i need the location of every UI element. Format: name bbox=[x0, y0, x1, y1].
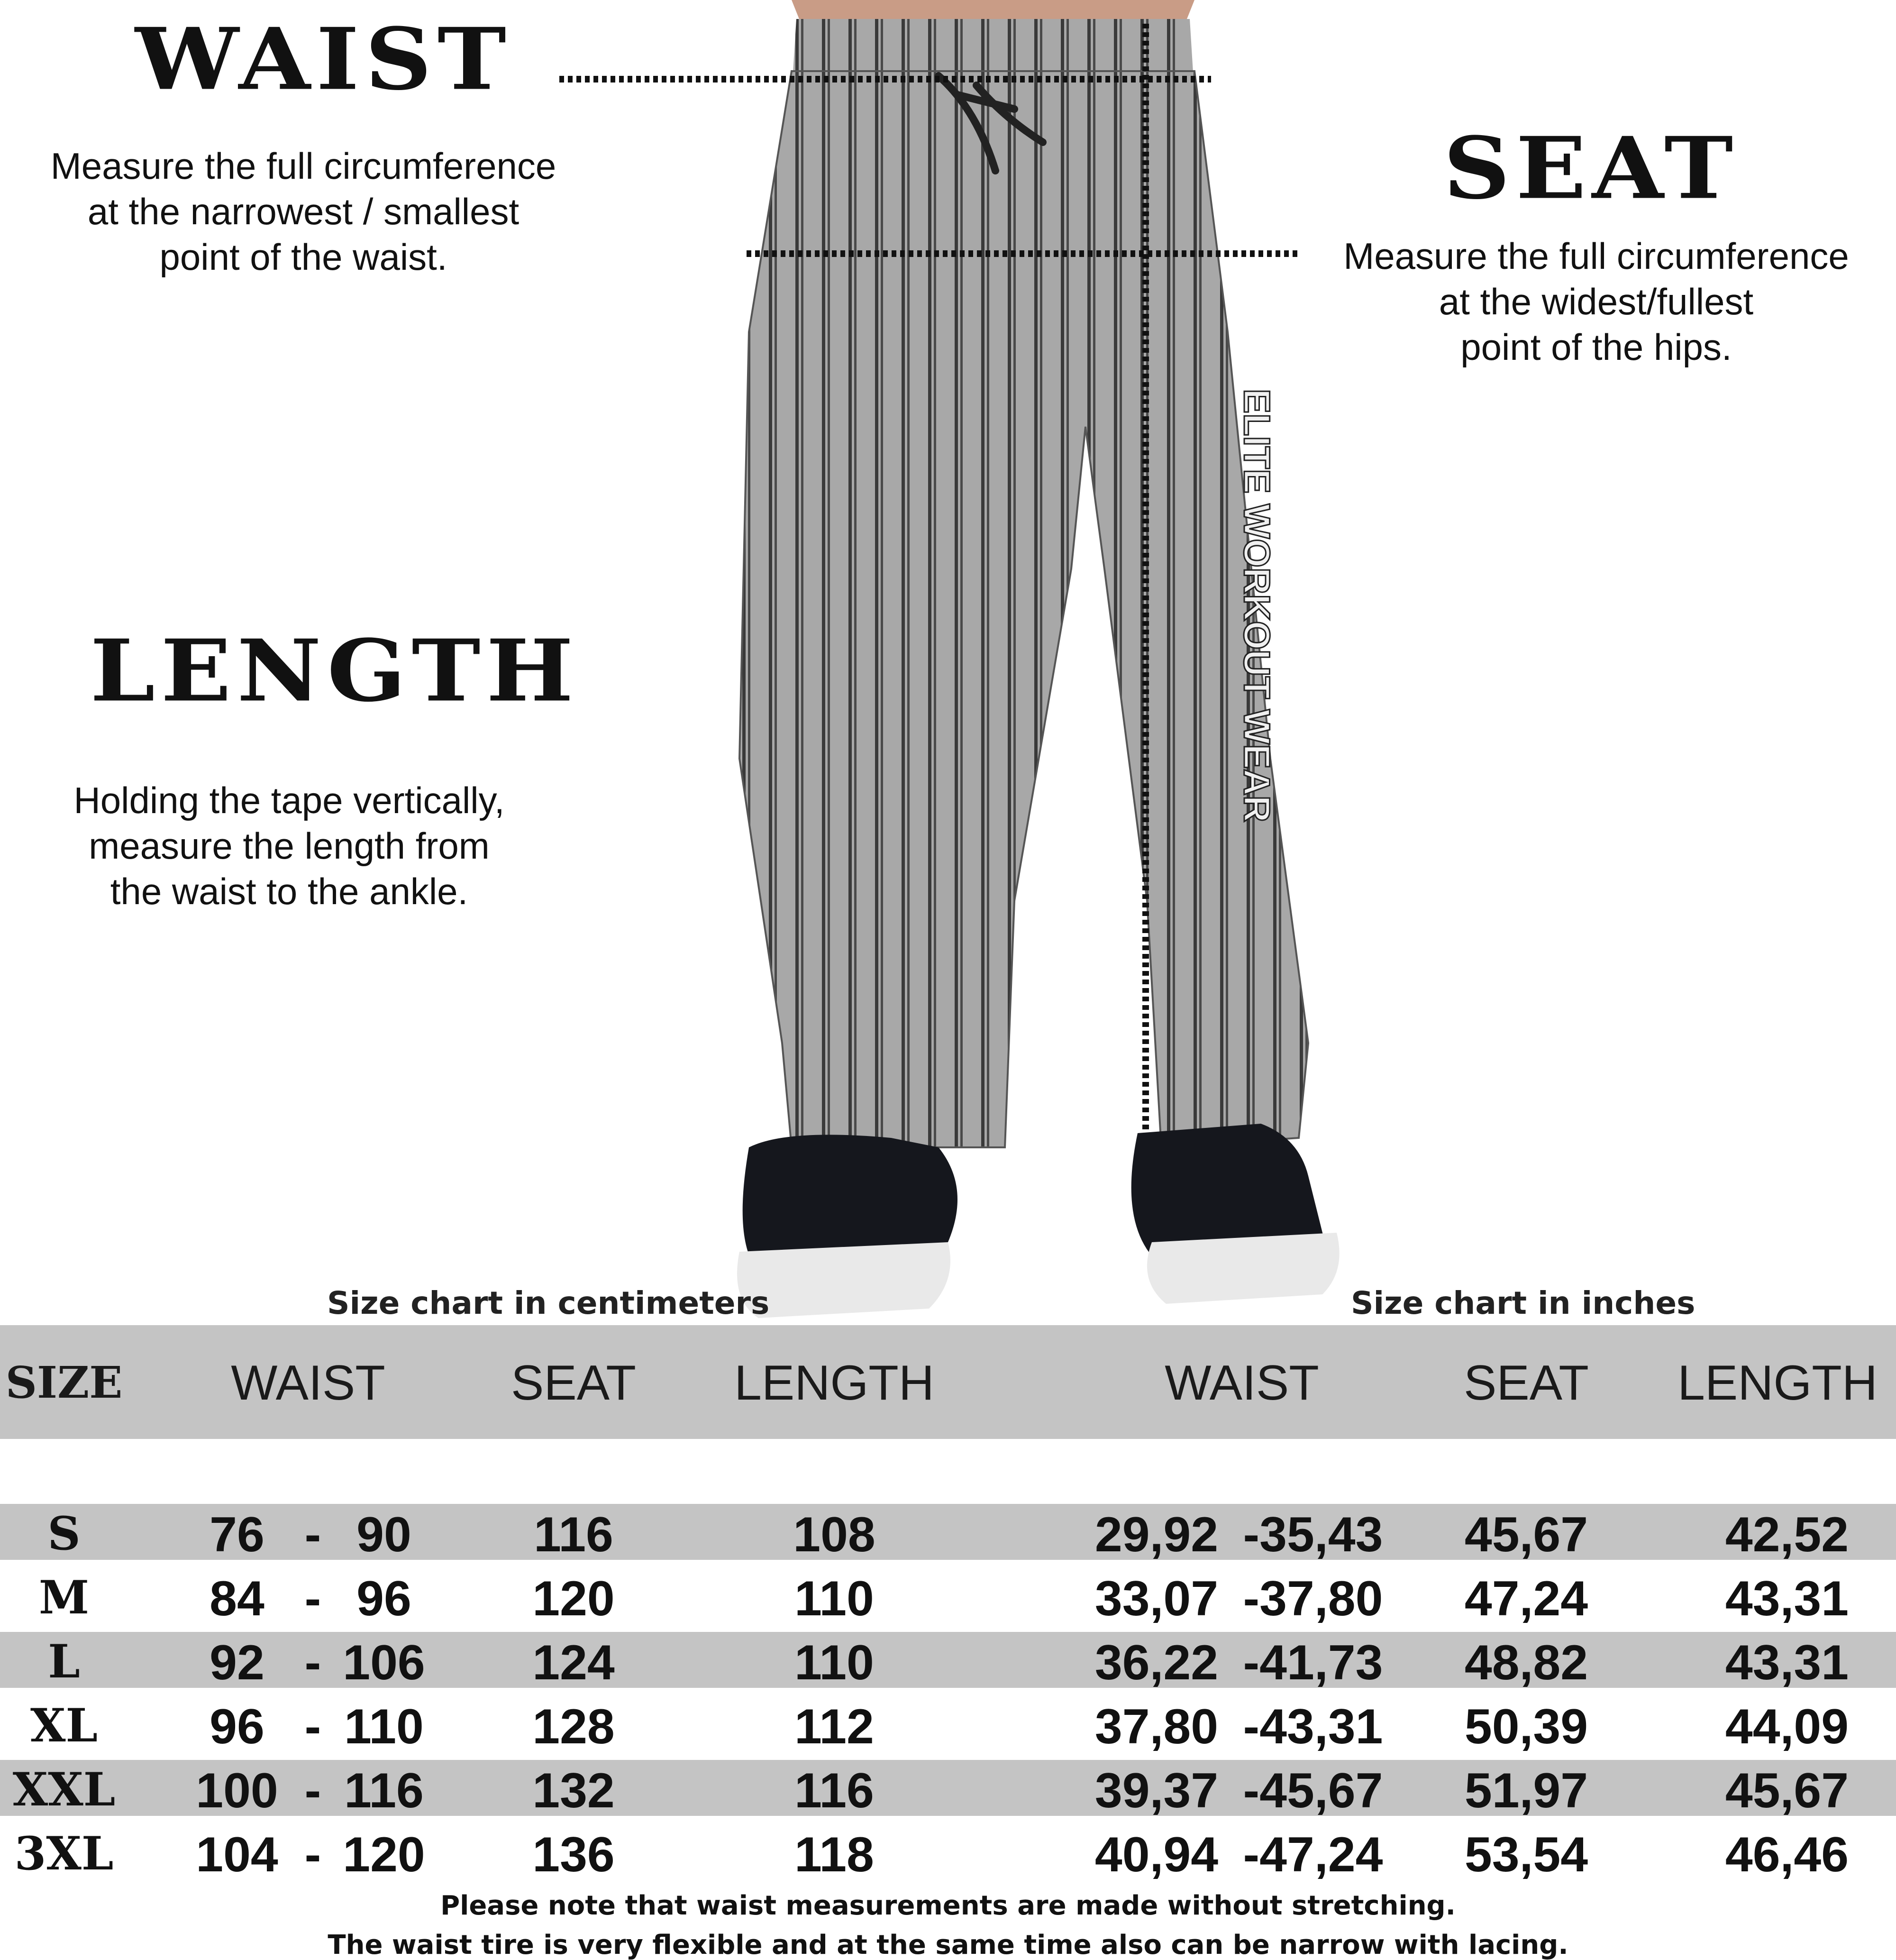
caption-inches: Size chart in inches bbox=[1351, 1285, 1695, 1321]
cm-seat: 120 bbox=[532, 1571, 615, 1626]
cm-waist-max: 106 bbox=[343, 1635, 425, 1690]
cm-seat: 136 bbox=[532, 1827, 615, 1882]
in-waist-max: -45,67 bbox=[1243, 1763, 1383, 1818]
in-length: 46,46 bbox=[1725, 1827, 1849, 1882]
waist-desc-line-1: Measure the full circumference bbox=[50, 145, 556, 187]
in-seat: 48,82 bbox=[1464, 1635, 1588, 1690]
in-length: 45,67 bbox=[1725, 1763, 1849, 1818]
length-measure-line bbox=[1142, 24, 1149, 1133]
side-print-text: ELITE WORKOUT WEAR bbox=[1236, 389, 1278, 823]
in-waist-min: 39,37 bbox=[1094, 1763, 1219, 1818]
seat-measure-line bbox=[747, 250, 1299, 257]
in-waist-min: 37,80 bbox=[1094, 1699, 1219, 1754]
side-print bbox=[1236, 389, 1278, 822]
cm-length: 108 bbox=[793, 1507, 875, 1562]
waist-title: WAIST bbox=[135, 9, 512, 109]
waist-measure-line bbox=[559, 76, 1211, 82]
cm-waist-max: 96 bbox=[356, 1571, 411, 1626]
header-cm-seat: SEAT bbox=[511, 1356, 636, 1410]
seat-title: SEAT bbox=[1443, 118, 1739, 218]
seat-description bbox=[1296, 233, 1896, 370]
in-waist-max: -41,73 bbox=[1243, 1635, 1383, 1690]
cm-seat: 124 bbox=[532, 1635, 615, 1690]
cm-waist-dash: - bbox=[304, 1827, 321, 1882]
in-waist-min: 40,94 bbox=[1094, 1827, 1219, 1882]
cm-length: 110 bbox=[794, 1571, 874, 1626]
in-seat: 51,97 bbox=[1464, 1763, 1588, 1818]
in-seat: 50,39 bbox=[1464, 1699, 1588, 1754]
cm-seat: 128 bbox=[532, 1699, 615, 1754]
cm-seat: 116 bbox=[534, 1507, 613, 1562]
seat-desc-line-3: point of the hips. bbox=[1460, 326, 1732, 368]
footnote-1: Please note that waist measurements are made without stretching. bbox=[440, 1890, 1456, 1921]
caption-centimeters: Size chart in centimeters bbox=[327, 1285, 770, 1321]
cm-seat: 132 bbox=[532, 1763, 615, 1818]
row-size: S bbox=[47, 1507, 81, 1560]
row-size: XL bbox=[30, 1699, 98, 1752]
cm-waist-dash: - bbox=[304, 1763, 321, 1818]
in-length: 42,52 bbox=[1725, 1507, 1849, 1562]
cm-waist-dash: - bbox=[304, 1507, 321, 1562]
header-cm-waist: WAIST bbox=[231, 1356, 385, 1410]
seat-desc-line-2: at the widest/fullest bbox=[1439, 281, 1754, 322]
seat-desc-line-1: Measure the full circumference bbox=[1343, 235, 1849, 277]
in-waist-max: -47,24 bbox=[1243, 1827, 1383, 1882]
length-title: LENGTH bbox=[90, 621, 579, 721]
header-in-seat: SEAT bbox=[1464, 1356, 1589, 1410]
cm-waist-dash: - bbox=[304, 1699, 321, 1754]
length-desc-line-3: the waist to the ankle. bbox=[110, 870, 468, 912]
row-size: 3XL bbox=[14, 1827, 114, 1880]
left-shoe-icon bbox=[737, 1135, 957, 1318]
in-waist-max: -35,43 bbox=[1243, 1507, 1383, 1562]
header-in-length: LENGTH bbox=[1677, 1356, 1878, 1410]
in-waist-min: 29,92 bbox=[1094, 1507, 1219, 1562]
pants-illustration bbox=[711, 0, 1375, 1328]
cm-waist-dash: - bbox=[304, 1635, 321, 1690]
cm-waist-dash: - bbox=[304, 1571, 321, 1626]
cm-waist-max: 116 bbox=[344, 1763, 424, 1818]
waist-desc-line-2: at the narrowest / smallest bbox=[87, 191, 520, 232]
length-desc-line-2: measure the length from bbox=[89, 825, 490, 867]
cm-waist-max: 120 bbox=[343, 1827, 425, 1882]
row-size: XXL bbox=[12, 1763, 116, 1816]
in-waist-min: 36,22 bbox=[1094, 1635, 1219, 1690]
in-waist-max: -43,31 bbox=[1243, 1699, 1383, 1754]
length-description bbox=[0, 778, 578, 914]
footnote-2: The waist tire is very flexible and at the same time also can be narrow with lacing. bbox=[328, 1930, 1568, 1960]
cm-length: 112 bbox=[794, 1699, 874, 1754]
cm-waist-min: 96 bbox=[210, 1699, 264, 1754]
header-cm-length: LENGTH bbox=[734, 1356, 934, 1410]
pants-body bbox=[739, 71, 1308, 1147]
cm-waist-max: 90 bbox=[356, 1507, 411, 1562]
cm-length: 116 bbox=[794, 1763, 874, 1818]
in-waist-max: -37,80 bbox=[1243, 1571, 1383, 1626]
right-shoe-icon bbox=[1131, 1124, 1340, 1304]
cm-waist-min: 92 bbox=[210, 1635, 264, 1690]
in-seat: 45,67 bbox=[1464, 1507, 1588, 1562]
in-length: 43,31 bbox=[1725, 1635, 1849, 1690]
in-length: 44,09 bbox=[1725, 1699, 1849, 1754]
row-size: L bbox=[48, 1635, 80, 1688]
in-seat: 53,54 bbox=[1464, 1827, 1588, 1882]
in-length: 43,31 bbox=[1725, 1571, 1849, 1626]
cm-waist-min: 104 bbox=[196, 1827, 278, 1882]
waist-description bbox=[0, 143, 607, 280]
cm-waist-min: 76 bbox=[210, 1507, 264, 1562]
cm-length: 118 bbox=[794, 1827, 874, 1882]
row-size: M bbox=[38, 1571, 90, 1624]
in-seat: 47,24 bbox=[1464, 1571, 1588, 1626]
cm-length: 110 bbox=[794, 1635, 874, 1690]
waist-desc-line-3: point of the waist. bbox=[159, 236, 447, 278]
cm-waist-min: 84 bbox=[210, 1571, 264, 1626]
cm-waist-max: 110 bbox=[344, 1699, 424, 1754]
in-waist-min: 33,07 bbox=[1094, 1571, 1219, 1626]
length-desc-line-1: Holding the tape vertically, bbox=[73, 779, 505, 821]
header-size: SIZE bbox=[5, 1357, 123, 1408]
cm-waist-min: 100 bbox=[196, 1763, 278, 1818]
header-in-waist: WAIST bbox=[1165, 1356, 1319, 1410]
